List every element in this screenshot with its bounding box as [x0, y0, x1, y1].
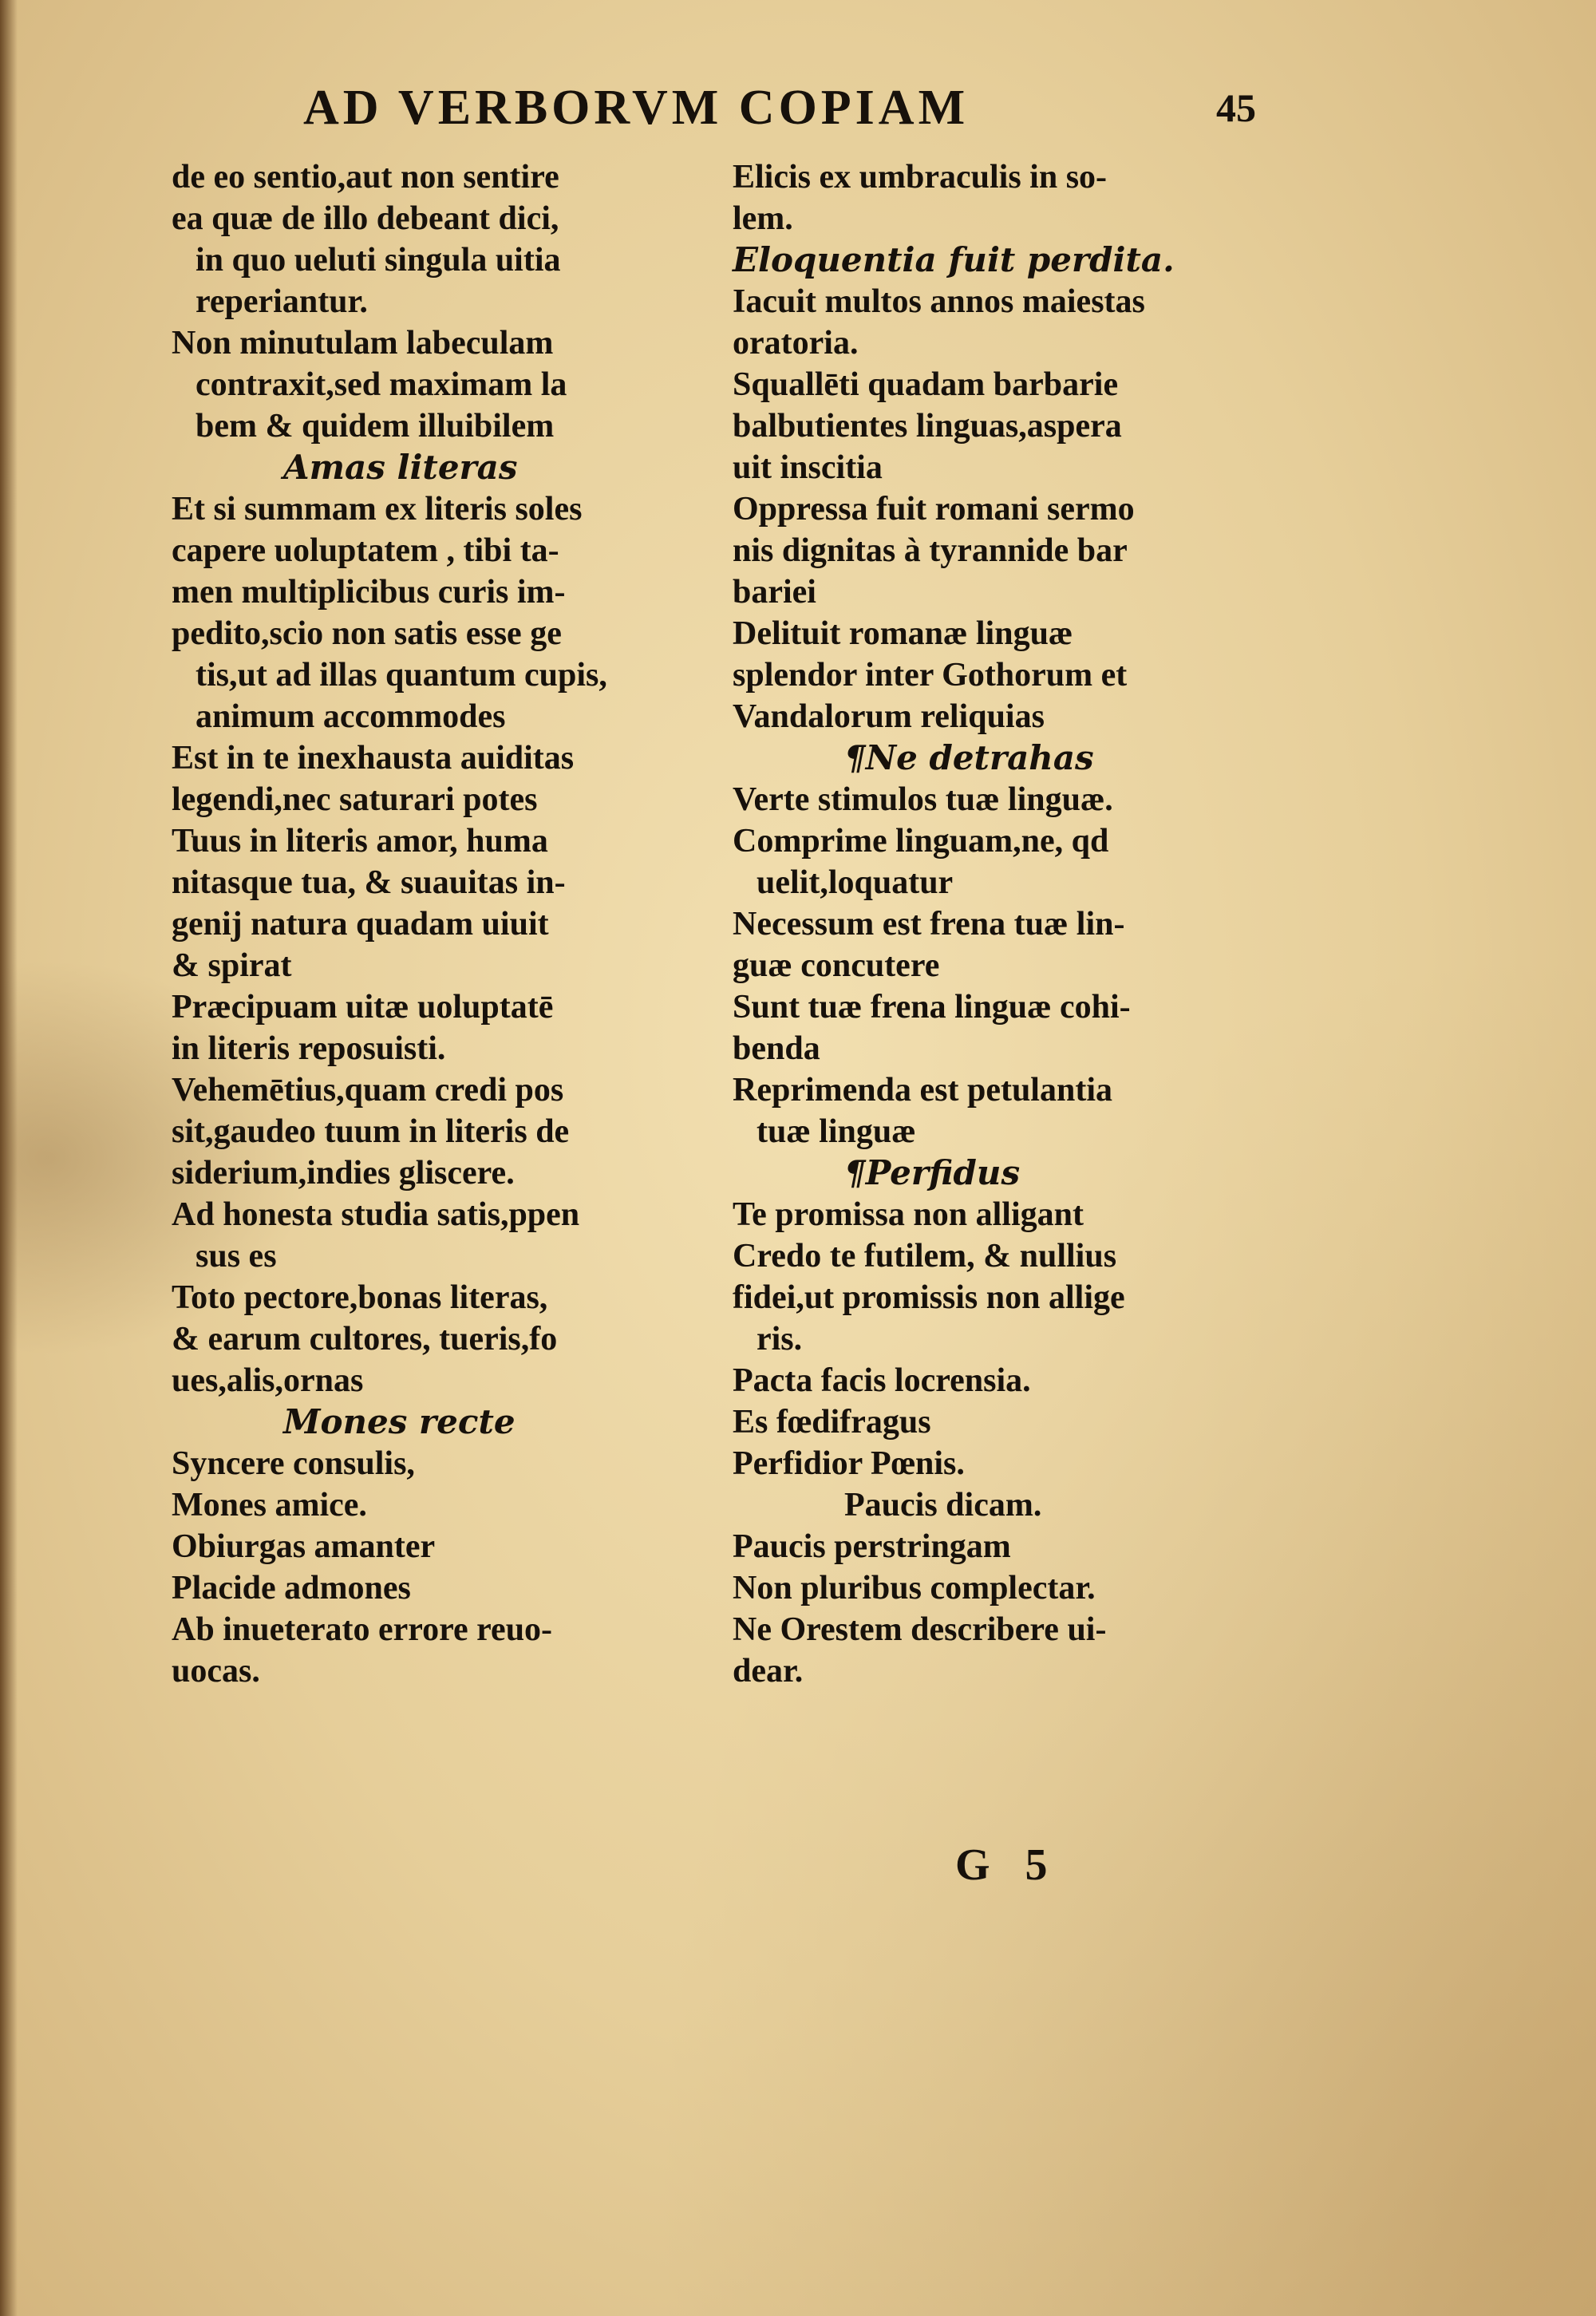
left-line: Toto pectore,bonas literas, — [172, 1279, 548, 1316]
left-line: sus es — [196, 1238, 277, 1275]
left-line: Et si summam ex literis soles — [172, 491, 583, 528]
right-line: guæ concutere — [733, 947, 940, 984]
left-line: Ab inueterato errore reuo- — [172, 1611, 553, 1648]
right-line: uit inscitia — [733, 449, 883, 486]
left-line: tis,ut ad illas quantum cupis, — [196, 657, 607, 694]
right-line: bariei — [733, 574, 816, 611]
right-line: Te promissa non alligant — [733, 1196, 1084, 1233]
page-edge-shadow — [0, 0, 18, 2316]
right-line: Iacuit multos annos maiestas — [733, 283, 1145, 320]
running-title: AD VERBORVM COPIAM — [303, 81, 970, 135]
section-heading: Eloquentia fuit perdita. — [733, 240, 1175, 279]
page-number: 45 — [1216, 85, 1256, 130]
left-line: Mones amice. — [172, 1487, 367, 1524]
left-line: nitasque tua, & suauitas in- — [172, 864, 566, 901]
left-line: legendi,nec saturari potes — [172, 781, 538, 818]
left-line: ues,alis,ornas — [172, 1362, 364, 1399]
left-line: sit,gaudeo tuum in literis de — [172, 1113, 570, 1150]
left-line: & earum cultores, tueris,fo — [172, 1321, 558, 1358]
right-line: Pacta facis locrensia. — [733, 1362, 1031, 1399]
right-line: Non pluribus complectar. — [733, 1570, 1096, 1607]
section-heading: Amas literas — [283, 448, 518, 487]
right-line: Oppressa fuit romani sermo — [733, 491, 1135, 528]
left-line: Est in te inexhausta auiditas — [172, 740, 575, 777]
right-line: oratoria. — [733, 325, 859, 362]
right-line: Paucis dicam. — [844, 1487, 1042, 1524]
left-line: uocas. — [172, 1653, 260, 1690]
left-line: siderium,indies gliscere. — [172, 1155, 515, 1192]
section-heading: Mones recte — [283, 1402, 516, 1441]
left-line: pedito,scio non satis esse ge — [172, 615, 562, 652]
right-line: Credo te futilem, & nullius — [733, 1238, 1117, 1275]
left-line: Placide admones — [172, 1570, 411, 1607]
right-line: benda — [733, 1030, 820, 1067]
right-line: Paucis perstringam — [733, 1528, 1011, 1565]
left-line: bem & quidem illuibilem — [196, 408, 555, 445]
right-line: Comprime linguam,ne, qd — [733, 823, 1109, 860]
right-line: Reprimenda est petulantia — [733, 1072, 1112, 1109]
left-line: in quo ueluti singula uitia — [196, 242, 561, 279]
left-line: Vehemētius,quam credi pos — [172, 1072, 564, 1109]
right-line: Es fœdifragus — [733, 1404, 931, 1441]
left-line: Syncere consulis, — [172, 1445, 415, 1482]
left-line: men multiplicibus curis im- — [172, 574, 566, 611]
right-line: Ne Orestem describere ui- — [733, 1611, 1107, 1648]
right-line: Necessum est frena tuæ lin- — [733, 906, 1125, 943]
right-line: ris. — [757, 1321, 803, 1358]
left-line: Ad honesta studia satis,ppen — [172, 1196, 580, 1233]
right-line: tuæ linguæ — [757, 1113, 916, 1150]
right-line: Squallēti quadam barbarie — [733, 366, 1119, 403]
section-heading: ¶Perfidus — [844, 1153, 1021, 1192]
left-line: in literis reposuisti. — [172, 1030, 446, 1067]
section-heading: ¶Ne detrahas — [844, 738, 1094, 777]
left-line: genij natura quadam uiuit — [172, 906, 549, 943]
right-line: uelit,loquatur — [757, 864, 954, 901]
signature-mark: G 5 — [955, 1840, 1048, 1890]
left-line: Obiurgas amanter — [172, 1528, 436, 1565]
page-header — [303, 80, 1404, 148]
left-line: Non minutulam labeculam — [172, 325, 554, 362]
right-line: Verte stimulos tuæ linguæ. — [733, 781, 1113, 818]
left-line: animum accommodes — [196, 698, 506, 735]
left-line: Tuus in literis amor, huma — [172, 823, 548, 860]
left-line: ea quæ de illo debeant dici, — [172, 200, 559, 237]
left-line: de eo sentio,aut non sentire — [172, 159, 559, 196]
right-line: Elicis ex umbraculis in so- — [733, 159, 1108, 196]
right-line: Sunt tuæ frena linguæ cohi- — [733, 989, 1131, 1026]
right-line: fidei,ut promissis non allige — [733, 1279, 1125, 1316]
left-line: contraxit,sed maximam la — [196, 366, 567, 403]
right-line: nis dignitas à tyrannide bar — [733, 532, 1128, 569]
right-line: dear. — [733, 1653, 804, 1690]
right-line: balbutientes linguas,aspera — [733, 408, 1122, 445]
right-line: lem. — [733, 200, 793, 237]
right-line: splendor inter Gothorum et — [733, 657, 1128, 694]
right-line: Perfidior Pœnis. — [733, 1445, 965, 1482]
left-line: & spirat — [172, 947, 292, 984]
left-line: reperiantur. — [196, 283, 368, 320]
right-line: Delituit romanæ linguæ — [733, 615, 1073, 652]
left-line: capere uoluptatem , tibi ta- — [172, 532, 559, 569]
right-line: Vandalorum reliquias — [733, 698, 1045, 735]
left-line: Præcipuam uitæ uoluptatē — [172, 989, 554, 1026]
